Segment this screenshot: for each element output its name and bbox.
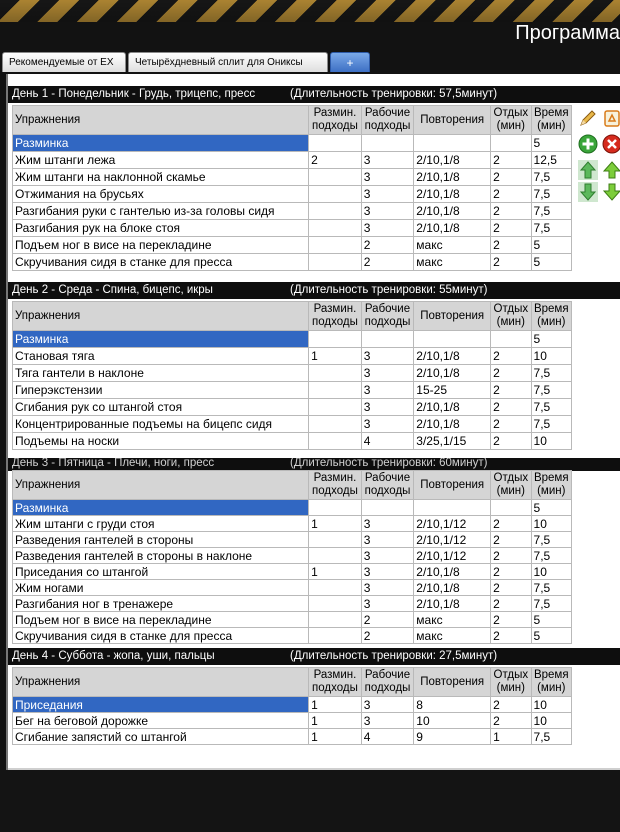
exercise-warm-cell[interactable]: 1 xyxy=(309,697,362,713)
exercise-rest-cell[interactable]: 2 xyxy=(491,548,531,564)
exercise-work-cell[interactable]: 3 xyxy=(361,548,414,564)
exercise-name-cell[interactable]: Отжимания на брусьях xyxy=(13,186,309,203)
recycle-bin-icon[interactable] xyxy=(602,108,620,128)
table-row[interactable] xyxy=(13,500,572,516)
exercise-rest-cell[interactable]: 2 xyxy=(491,399,531,416)
exercise-rest-cell[interactable]: 2 xyxy=(491,220,531,237)
column-header[interactable]: Упражнения xyxy=(13,471,309,500)
exercise-reps-cell[interactable]: 2/10,1/8 xyxy=(414,399,491,416)
exercise-work-cell[interactable]: 4 xyxy=(361,729,414,745)
exercise-rest-cell[interactable]: 2 xyxy=(491,152,531,169)
column-header[interactable]: Повторения xyxy=(414,668,491,697)
app-title: Программа xyxy=(515,22,620,44)
exercise-work-cell[interactable]: 2 xyxy=(361,612,414,628)
exercise-reps-cell[interactable]: 2/10,1/8 xyxy=(414,580,491,596)
table-row[interactable] xyxy=(13,713,572,729)
table-header-row xyxy=(13,668,572,697)
exercise-rest-cell[interactable]: 2 xyxy=(491,169,531,186)
exercise-time-cell[interactable]: 5 xyxy=(531,254,571,271)
exercise-name-cell[interactable]: Приседания со штангой xyxy=(13,564,309,580)
exercise-warm-cell[interactable]: 2 xyxy=(309,152,362,169)
exercise-reps-cell[interactable]: 15-25 xyxy=(414,382,491,399)
exercise-rest-cell[interactable]: 2 xyxy=(491,564,531,580)
table-header-row xyxy=(13,471,572,500)
column-header[interactable]: Время (мин) xyxy=(531,302,571,331)
table-row[interactable] xyxy=(13,399,572,416)
tab-add-button[interactable]: + xyxy=(330,52,370,72)
day-duration: (Длительность тренировки: 55минут) xyxy=(290,284,488,296)
column-header[interactable]: Рабочие подходы xyxy=(361,668,414,697)
exercise-warm-cell[interactable]: 1 xyxy=(309,564,362,580)
exercise-rest-cell[interactable]: 1 xyxy=(491,729,531,745)
table-row[interactable] xyxy=(13,135,572,152)
exercise-reps-cell[interactable]: макс xyxy=(414,237,491,254)
program-panel xyxy=(6,74,620,770)
table-row[interactable] xyxy=(13,331,572,348)
day-header-2 xyxy=(8,282,620,299)
exercise-name-cell[interactable]: Разведения гантелей в стороны xyxy=(13,532,309,548)
exercise-warm-cell[interactable]: 1 xyxy=(309,348,362,365)
exercise-time-cell[interactable]: 5 xyxy=(531,237,571,254)
exercise-name-cell[interactable]: Гиперэкстензии xyxy=(13,382,309,399)
exercise-warm-cell[interactable] xyxy=(309,416,362,433)
exercise-work-cell[interactable]: 3 xyxy=(361,348,414,365)
column-header[interactable]: Рабочие подходы xyxy=(361,106,414,135)
exercise-work-cell[interactable]: 2 xyxy=(361,254,414,271)
exercise-name-cell[interactable]: Жим штанги с груди стоя xyxy=(13,516,309,532)
column-header[interactable]: Размин. подходы xyxy=(309,471,362,500)
exercise-rest-cell[interactable]: 2 xyxy=(491,532,531,548)
exercise-name-cell[interactable]: Подъемы на носки xyxy=(13,433,309,450)
pencil-icon[interactable] xyxy=(578,108,598,128)
exercise-name-cell[interactable]: Разминка xyxy=(13,331,309,348)
column-header[interactable]: Отдых (мин) xyxy=(491,302,531,331)
exercise-reps-cell[interactable]: 2/10,1/8 xyxy=(414,564,491,580)
exercise-time-cell[interactable]: 5 xyxy=(531,628,571,644)
table-row[interactable] xyxy=(13,516,572,532)
table-row[interactable] xyxy=(13,628,572,644)
exercise-reps-cell[interactable]: 3/25,1/15 xyxy=(414,433,491,450)
day-title: День 4 - Суббота - жопа, уши, пальцы xyxy=(12,650,215,662)
table-row[interactable] xyxy=(13,348,572,365)
exercise-reps-cell[interactable]: 10 xyxy=(414,713,491,729)
exercise-time-cell[interactable]: 7,5 xyxy=(531,399,571,416)
day-duration: (Длительность тренировки: 60минут) xyxy=(290,458,488,469)
exercise-reps-cell[interactable]: макс xyxy=(414,254,491,271)
exercise-warm-cell[interactable] xyxy=(309,399,362,416)
column-header[interactable]: Упражнения xyxy=(13,106,309,135)
exercise-name-cell[interactable]: Тяга гантели в наклоне xyxy=(13,365,309,382)
exercise-name-cell[interactable]: Разгибания руки с гантелью из-за головы сидя xyxy=(13,203,309,220)
exercise-rest-cell[interactable] xyxy=(491,500,531,516)
exercise-work-cell[interactable] xyxy=(361,500,414,516)
exercise-reps-cell[interactable]: 2/10,1/12 xyxy=(414,532,491,548)
exercise-rest-cell[interactable]: 2 xyxy=(491,580,531,596)
exercise-rest-cell[interactable]: 2 xyxy=(491,382,531,399)
exercise-work-cell[interactable]: 3 xyxy=(361,416,414,433)
exercise-warm-cell[interactable] xyxy=(309,220,362,237)
exercise-work-cell[interactable]: 3 xyxy=(361,516,414,532)
exercise-name-cell[interactable]: Бег на беговой дорожке xyxy=(13,713,309,729)
exercise-warm-cell[interactable] xyxy=(309,548,362,564)
exercise-work-cell[interactable]: 3 xyxy=(361,399,414,416)
exercise-warm-cell[interactable] xyxy=(309,580,362,596)
exercise-rest-cell[interactable]: 2 xyxy=(491,348,531,365)
exercise-work-cell[interactable] xyxy=(361,135,414,152)
column-header[interactable]: Время (мин) xyxy=(531,471,571,500)
table-row[interactable] xyxy=(13,596,572,612)
table-row[interactable] xyxy=(13,220,572,237)
column-header[interactable]: Размин. подходы xyxy=(309,302,362,331)
exercise-time-cell[interactable]: 7,5 xyxy=(531,203,571,220)
tab-four-day-split[interactable]: Четырёхдневный сплит для Ониксы xyxy=(128,52,328,72)
exercise-time-cell[interactable]: 7,5 xyxy=(531,169,571,186)
tab-bar xyxy=(0,52,620,74)
exercise-name-cell[interactable]: Подъем ног в висе на перекладине xyxy=(13,612,309,628)
exercise-reps-cell[interactable]: 2/10,1/8 xyxy=(414,348,491,365)
exercise-work-cell[interactable]: 2 xyxy=(361,628,414,644)
exercise-table-day-2 xyxy=(12,301,572,450)
exercise-rest-cell[interactable]: 2 xyxy=(491,433,531,450)
exercise-reps-cell[interactable]: 2/10,1/8 xyxy=(414,596,491,612)
exercise-warm-cell[interactable] xyxy=(309,532,362,548)
exercise-reps-cell[interactable]: 2/10,1/8 xyxy=(414,186,491,203)
exercise-reps-cell[interactable]: 2/10,1/8 xyxy=(414,203,491,220)
exercise-work-cell[interactable]: 3 xyxy=(361,203,414,220)
table-row[interactable] xyxy=(13,697,572,713)
table-row[interactable] xyxy=(13,580,572,596)
exercise-reps-cell[interactable]: 2/10,1/8 xyxy=(414,169,491,186)
column-header[interactable]: Повторения xyxy=(414,471,491,500)
exercise-name-cell[interactable]: Жим штанги лежа xyxy=(13,152,309,169)
table-row[interactable] xyxy=(13,416,572,433)
exercise-time-cell[interactable]: 5 xyxy=(531,135,571,152)
exercise-warm-cell[interactable] xyxy=(309,612,362,628)
table-header-row xyxy=(13,106,572,135)
exercise-warm-cell[interactable] xyxy=(309,237,362,254)
exercise-warm-cell[interactable] xyxy=(309,382,362,399)
column-header[interactable]: Отдых (мин) xyxy=(491,668,531,697)
exercise-rest-cell[interactable]: 2 xyxy=(491,697,531,713)
arrow-up-icon[interactable] xyxy=(602,160,620,180)
exercise-work-cell[interactable]: 3 xyxy=(361,564,414,580)
exercise-time-cell[interactable]: 10 xyxy=(531,516,571,532)
table-row[interactable] xyxy=(13,532,572,548)
exercise-rest-cell[interactable]: 2 xyxy=(491,203,531,220)
exercise-work-cell[interactable]: 3 xyxy=(361,220,414,237)
table-row[interactable] xyxy=(13,612,572,628)
exercise-reps-cell[interactable]: макс xyxy=(414,612,491,628)
arrow-up-double-icon[interactable] xyxy=(578,160,598,180)
exercise-reps-cell[interactable]: 2/10,1/12 xyxy=(414,548,491,564)
exercise-rest-cell[interactable]: 2 xyxy=(491,254,531,271)
table-row[interactable] xyxy=(13,365,572,382)
exercise-reps-cell[interactable] xyxy=(414,331,491,348)
exercise-reps-cell[interactable] xyxy=(414,500,491,516)
exercise-time-cell[interactable]: 7,5 xyxy=(531,186,571,203)
table-row[interactable] xyxy=(13,433,572,450)
exercise-time-cell[interactable]: 7,5 xyxy=(531,548,571,564)
exercise-rest-cell[interactable]: 2 xyxy=(491,596,531,612)
exercise-reps-cell[interactable]: 8 xyxy=(414,697,491,713)
exercise-name-cell[interactable]: Разгибания рук на блоке стоя xyxy=(13,220,309,237)
day-duration: (Длительность тренировки: 27,5минут) xyxy=(290,650,498,662)
exercise-warm-cell[interactable] xyxy=(309,203,362,220)
column-header[interactable]: Отдых (мин) xyxy=(491,106,531,135)
exercise-reps-cell[interactable] xyxy=(414,135,491,152)
column-header[interactable]: Повторения xyxy=(414,302,491,331)
exercise-warm-cell[interactable] xyxy=(309,500,362,516)
exercise-name-cell[interactable]: Разгибания ног в тренажере xyxy=(13,596,309,612)
exercise-name-cell[interactable]: Жим ногами xyxy=(13,580,309,596)
exercise-time-cell[interactable]: 5 xyxy=(531,612,571,628)
column-header[interactable]: Размин. подходы xyxy=(309,106,362,135)
exercise-time-cell[interactable]: 7,5 xyxy=(531,596,571,612)
tab-recommended[interactable]: Рекомендуемые от EX xyxy=(2,52,126,72)
table-row[interactable] xyxy=(13,203,572,220)
exercise-warm-cell[interactable]: 1 xyxy=(309,729,362,745)
arrow-down-icon[interactable] xyxy=(602,182,620,202)
exercise-time-cell[interactable]: 10 xyxy=(531,433,571,450)
column-header[interactable]: Размин. подходы xyxy=(309,668,362,697)
exercise-reps-cell[interactable]: макс xyxy=(414,628,491,644)
exercise-rest-cell[interactable]: 2 xyxy=(491,628,531,644)
delete-circle-icon[interactable] xyxy=(602,134,620,154)
column-header[interactable]: Упражнения xyxy=(13,302,309,331)
table-row[interactable] xyxy=(13,382,572,399)
exercise-rest-cell[interactable]: 2 xyxy=(491,365,531,382)
exercise-time-cell[interactable]: 7,5 xyxy=(531,416,571,433)
day-title: День 1 - Понедельник - Грудь, трицепс, пресс xyxy=(12,88,256,100)
exercise-warm-cell[interactable] xyxy=(309,169,362,186)
exercise-reps-cell[interactable]: 2/10,1/8 xyxy=(414,365,491,382)
exercise-warm-cell[interactable] xyxy=(309,433,362,450)
exercise-rest-cell[interactable]: 2 xyxy=(491,713,531,729)
exercise-warm-cell[interactable] xyxy=(309,186,362,203)
exercise-reps-cell[interactable]: 2/10,1/8 xyxy=(414,152,491,169)
table-row[interactable] xyxy=(13,237,572,254)
exercise-rest-cell[interactable]: 2 xyxy=(491,416,531,433)
table-header-row xyxy=(13,302,572,331)
dark-background-footer xyxy=(0,770,620,832)
plus-circle-icon[interactable] xyxy=(578,134,598,154)
day-title: День 3 - Пятница - Плечи, ноги, пресс xyxy=(12,458,215,469)
exercise-warm-cell[interactable] xyxy=(309,596,362,612)
exercise-rest-cell[interactable]: 2 xyxy=(491,237,531,254)
table-row[interactable] xyxy=(13,548,572,564)
exercise-time-cell[interactable]: 10 xyxy=(531,713,571,729)
exercise-time-cell[interactable]: 5 xyxy=(531,331,571,348)
exercise-time-cell[interactable]: 10 xyxy=(531,348,571,365)
column-header[interactable]: Рабочие подходы xyxy=(361,471,414,500)
table-row[interactable] xyxy=(13,729,572,745)
exercise-rest-cell[interactable]: 2 xyxy=(491,186,531,203)
exercise-table-day-1 xyxy=(12,105,572,271)
exercise-name-cell[interactable]: Концентрированные подъемы на бицепс сидя xyxy=(13,416,309,433)
column-header[interactable]: Упражнения xyxy=(13,668,309,697)
exercise-time-cell[interactable]: 7,5 xyxy=(531,532,571,548)
exercise-name-cell[interactable]: Скручивания сидя в станке для пресса xyxy=(13,254,309,271)
table-row[interactable] xyxy=(13,254,572,271)
exercise-warm-cell[interactable] xyxy=(309,365,362,382)
exercise-time-cell[interactable]: 12,5 xyxy=(531,152,571,169)
exercise-name-cell[interactable]: Жим штанги на наклонной скамье xyxy=(13,169,309,186)
column-header[interactable]: Повторения xyxy=(414,106,491,135)
exercise-work-cell[interactable]: 3 xyxy=(361,596,414,612)
table-row[interactable] xyxy=(13,186,572,203)
exercise-name-cell[interactable]: Сгибания рук со штангой стоя xyxy=(13,399,309,416)
exercise-table-day-3 xyxy=(12,470,572,644)
exercise-work-cell[interactable]: 3 xyxy=(361,532,414,548)
exercise-warm-cell[interactable] xyxy=(309,331,362,348)
exercise-rest-cell[interactable]: 2 xyxy=(491,612,531,628)
exercise-reps-cell[interactable]: 2/10,1/12 xyxy=(414,516,491,532)
day-header-4 xyxy=(8,648,620,665)
arrow-down-double-icon[interactable] xyxy=(578,182,598,202)
exercise-rest-cell[interactable] xyxy=(491,331,531,348)
exercise-name-cell[interactable]: Скручивания сидя в станке для пресса xyxy=(13,628,309,644)
exercise-work-cell[interactable]: 3 xyxy=(361,697,414,713)
exercise-work-cell[interactable]: 3 xyxy=(361,382,414,399)
exercise-reps-cell[interactable]: 9 xyxy=(414,729,491,745)
exercise-time-cell[interactable]: 7,5 xyxy=(531,220,571,237)
exercise-warm-cell[interactable]: 1 xyxy=(309,516,362,532)
column-header[interactable]: Время (мин) xyxy=(531,668,571,697)
exercise-warm-cell[interactable] xyxy=(309,628,362,644)
exercise-time-cell[interactable]: 5 xyxy=(531,500,571,516)
exercise-work-cell[interactable] xyxy=(361,331,414,348)
table-row[interactable] xyxy=(13,152,572,169)
exercise-name-cell[interactable]: Разведения гантелей в стороны в наклоне xyxy=(13,548,309,564)
exercise-name-cell[interactable]: Становая тяга xyxy=(13,348,309,365)
exercise-work-cell[interactable]: 3 xyxy=(361,713,414,729)
exercise-work-cell[interactable]: 3 xyxy=(361,169,414,186)
exercise-work-cell[interactable]: 3 xyxy=(361,580,414,596)
exercise-time-cell[interactable]: 7,5 xyxy=(531,365,571,382)
day-header-1 xyxy=(8,86,620,103)
table-row[interactable] xyxy=(13,564,572,580)
exercise-warm-cell[interactable]: 1 xyxy=(309,713,362,729)
exercise-time-cell[interactable]: 10 xyxy=(531,697,571,713)
day-duration: (Длительность тренировки: 57,5минут) xyxy=(290,88,498,100)
exercise-warm-cell[interactable] xyxy=(309,254,362,271)
exercise-work-cell[interactable]: 3 xyxy=(361,186,414,203)
exercise-reps-cell[interactable]: 2/10,1/8 xyxy=(414,416,491,433)
exercise-warm-cell[interactable] xyxy=(309,135,362,152)
exercise-name-cell[interactable]: Приседания xyxy=(13,697,309,713)
exercise-name-cell[interactable]: Разминка xyxy=(13,135,309,152)
exercise-rest-cell[interactable] xyxy=(491,135,531,152)
exercise-work-cell[interactable]: 4 xyxy=(361,433,414,450)
exercise-work-cell[interactable]: 3 xyxy=(361,365,414,382)
column-header[interactable]: Рабочие подходы xyxy=(361,302,414,331)
exercise-time-cell[interactable]: 7,5 xyxy=(531,382,571,399)
exercise-rest-cell[interactable]: 2 xyxy=(491,516,531,532)
exercise-name-cell[interactable]: Сгибание запястий со штангой xyxy=(13,729,309,745)
exercise-time-cell[interactable]: 7,5 xyxy=(531,729,571,745)
exercise-reps-cell[interactable]: 2/10,1/8 xyxy=(414,220,491,237)
exercise-table-day-4 xyxy=(12,667,572,745)
hazard-stripe-shade xyxy=(0,0,620,22)
exercise-time-cell[interactable]: 10 xyxy=(531,564,571,580)
column-header[interactable]: Отдых (мин) xyxy=(491,471,531,500)
exercise-name-cell[interactable]: Разминка xyxy=(13,500,309,516)
exercise-time-cell[interactable]: 7,5 xyxy=(531,580,571,596)
day-title: День 2 - Среда - Спина, бицепс, икры xyxy=(12,284,213,296)
table-row[interactable] xyxy=(13,169,572,186)
column-header[interactable]: Время (мин) xyxy=(531,106,571,135)
exercise-name-cell[interactable]: Подъем ног в висе на перекладине xyxy=(13,237,309,254)
exercise-work-cell[interactable]: 2 xyxy=(361,237,414,254)
exercise-work-cell[interactable]: 3 xyxy=(361,152,414,169)
